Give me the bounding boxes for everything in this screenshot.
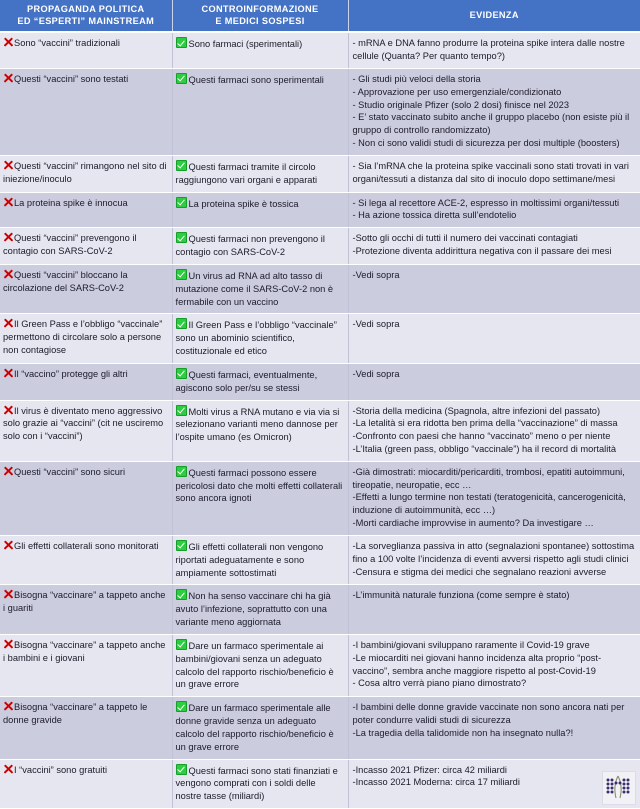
claim-text: Questi “vaccini” prevengono il contagio con SARS-CoV-2 <box>3 233 137 257</box>
evidence-line: - Approvazione per uso emergenziale/condizionato <box>352 86 562 97</box>
counter-text: Molti virus a RNA mutano e via via si selezionano varianti meno dannose per l’ospite umano (es Omicron) <box>175 406 340 443</box>
evidence-line: -I bambini/giovani sviluppano raramente il Covid-19 grave <box>352 639 590 650</box>
table-row <box>0 314 640 363</box>
claim-text: Sono “vaccini” tradizionali <box>14 38 120 49</box>
green-check-icon <box>176 160 187 171</box>
counter-text: Questi farmaci sono stati finanziati e vengono comprati con i soldi delle nostre tasse (miliardi) <box>175 765 338 802</box>
evidence-line: -Protezione diventa addirittura negativa con il passare dei mesi <box>352 246 612 257</box>
claim-cell <box>0 155 172 192</box>
table-row <box>0 192 640 228</box>
table-row <box>0 759 640 808</box>
green-check-icon <box>176 466 187 477</box>
claim-cell <box>0 535 172 584</box>
counter-cell <box>172 155 348 192</box>
evidence-cell <box>348 461 640 535</box>
evidence-line: -Incasso 2021 Moderna: circa 17 miliardi <box>352 777 520 788</box>
evidence-cell <box>348 155 640 192</box>
red-x-icon <box>3 589 13 599</box>
evidence-line: - Gli studi più veloci della storia <box>352 73 481 84</box>
table-row <box>0 697 640 759</box>
red-x-icon <box>3 232 13 242</box>
evidence-line: -L’Italia (green pass, obbligo “vaccinale”) ha il record di mortalità <box>352 443 617 454</box>
table-row <box>0 461 640 535</box>
claim-text: Questi “vaccini” rimangono nel sito di iniezione/inoculo <box>3 160 167 184</box>
counter-text: La proteina spike è tossica <box>188 198 299 209</box>
counter-cell <box>172 32 348 68</box>
evidence-line: -Incasso 2021 Pfizer: circa 42 miliardi <box>352 764 507 775</box>
red-x-icon <box>3 639 13 649</box>
green-check-icon <box>176 232 187 243</box>
evidence-cell <box>348 634 640 696</box>
evidence-cell <box>348 314 640 363</box>
evidence-line: - Si lega al recettore ACE-2, espresso in moltissimi organi/tessuti <box>352 197 620 208</box>
green-check-icon <box>176 269 187 280</box>
header-col-evidenza: EVIDENZA <box>348 0 640 32</box>
header-col-controinformazione-line1: CONTROINFORMAZIONE <box>201 4 319 14</box>
green-check-icon <box>176 73 187 84</box>
evidence-line: -L’immunità naturale funziona (come sempre è stato) <box>352 590 570 601</box>
evidence-cell <box>348 228 640 265</box>
evidence-line: - E’ stato vaccinato subito anche il gruppo placebo (non esiste più il gruppo di controllo randomizzato) <box>352 112 630 136</box>
evidence-line: -I bambini delle donne gravide vaccinate non sono ancora nati per poter condurre validi studi di sicurezza <box>352 702 625 726</box>
table-body <box>0 32 640 808</box>
counter-cell <box>172 759 348 808</box>
red-x-icon <box>3 540 13 550</box>
green-check-icon <box>176 764 187 775</box>
counter-cell <box>172 461 348 535</box>
evidence-cell <box>348 400 640 461</box>
evidence-line: -Sotto gli occhi di tutti il numero dei vaccinati contagiati <box>352 233 578 244</box>
evidence-line: -La letalità si era ridotta ben prima della “vaccinazione” di massa <box>352 418 618 429</box>
claim-text: Il Green Pass e l’obbligo “vaccinale” permettono di circolare solo a persone non contagiose <box>3 319 163 356</box>
evidence-line: - Non ci sono validi studi di sicurezza per dosi multiple (boosters) <box>352 138 620 149</box>
green-check-icon <box>176 318 187 329</box>
table-row <box>0 585 640 634</box>
evidence-line: -Effetti a lungo termine non testati (teratogenicità, cancerogenicità, induzione di autoimmunità, ecc …) <box>352 492 626 516</box>
evidence-line: - Ha azione tossica diretta sull’endotelio <box>352 210 517 221</box>
claim-text: Questi “vaccini” sono sicuri <box>14 466 126 477</box>
red-x-icon <box>3 466 13 476</box>
header-col-propaganda-line1: PROPAGANDA POLITICA <box>27 4 145 14</box>
claim-cell <box>0 461 172 535</box>
red-x-icon <box>3 764 13 774</box>
header-row <box>0 0 640 32</box>
table-header <box>0 0 640 32</box>
evidence-line: -Storia della medicina (Spagnola, altre infezioni del passato) <box>352 405 601 416</box>
counter-cell <box>172 363 348 400</box>
red-x-icon <box>3 405 13 415</box>
red-x-icon <box>3 37 13 47</box>
red-x-icon <box>3 368 13 378</box>
evidence-cell <box>348 697 640 759</box>
green-check-icon <box>176 368 187 379</box>
counter-text: Dare un farmaco sperimentale alle donne gravide senza un adeguato calcolo del rapporto rischio/beneficio è un grave errore <box>175 703 334 752</box>
counter-cell <box>172 228 348 265</box>
table-row <box>0 363 640 400</box>
counter-text: Il Green Pass e l’obbligo “vaccinale” sono un abominio scientifico, costituzionale ed etico <box>175 320 337 357</box>
red-x-icon <box>3 269 13 279</box>
evidence-cell <box>348 759 640 808</box>
claim-cell <box>0 192 172 228</box>
green-check-icon <box>176 197 187 208</box>
table-row <box>0 32 640 68</box>
table-row <box>0 535 640 584</box>
counter-cell <box>172 192 348 228</box>
evidence-line: -Vedi sopra <box>352 319 400 330</box>
counter-cell <box>172 585 348 634</box>
counter-cell <box>172 634 348 696</box>
table-row <box>0 634 640 696</box>
header-col-propaganda-line2: ED “ESPERTI” MAINSTREAM <box>17 16 155 27</box>
evidence-cell <box>348 192 640 228</box>
evidence-line: -Morti cardiache improvvise in aumento? Da investigare … <box>352 518 594 529</box>
claim-cell <box>0 228 172 265</box>
table-row <box>0 228 640 265</box>
claim-text: Bisogna “vaccinare” a tappeto le donne gravide <box>3 702 148 726</box>
evidence-line: -Confronto con paesi che hanno “vaccinato” meno o per niente <box>352 431 611 442</box>
table-row <box>0 264 640 313</box>
evidence-line: -La sorveglianza passiva in atto (segnalazioni spontanee) sottostima fino a 100 volte l’incidenza di eventi avversi rispetto agli studi clinici <box>352 540 635 564</box>
evidence-line: -Vedi sopra <box>352 368 400 379</box>
claim-text: Questi “vaccini” sono testati <box>14 73 129 84</box>
red-x-icon <box>3 197 13 207</box>
claim-cell <box>0 264 172 313</box>
evidence-line: -La tragedia della talidomide non ha insegnato nulla?! <box>352 727 574 738</box>
counter-text: Questi farmaci sono sperimentali <box>188 74 324 85</box>
claim-text: Questi “vaccini” bloccano la circolazione del SARS-CoV-2 <box>3 269 128 293</box>
claim-text: I “vaccini” sono gratuiti <box>14 764 108 775</box>
evidence-line: -Le miocarditi nei giovani hanno incidenza alta proprio “post-vaccino”, sembra anche maggiore rispetto al post-Covid-19 <box>352 652 602 676</box>
green-check-icon <box>176 405 187 416</box>
claim-text: Gli effetti collaterali sono monitorati <box>14 540 159 551</box>
header-col-controinformazione-line2: E MEDICI SOSPESI <box>215 16 305 27</box>
evidence-cell <box>348 32 640 68</box>
evidence-cell <box>348 535 640 584</box>
table-row <box>0 155 640 192</box>
evidence-line: -Vedi sopra <box>352 269 400 280</box>
claim-cell <box>0 32 172 68</box>
claim-cell <box>0 634 172 696</box>
counter-cell <box>172 314 348 363</box>
green-check-icon <box>176 37 187 48</box>
claim-text: Il “vaccino” protegge gli altri <box>14 368 128 379</box>
counter-cell <box>172 68 348 155</box>
counter-text: Questi farmaci tramite il circolo raggiungono vari organi e apparati <box>175 161 318 185</box>
claim-text: Bisogna “vaccinare” a tappeto anche i guariti <box>3 590 166 614</box>
counter-cell <box>172 535 348 584</box>
red-x-icon <box>3 160 13 170</box>
claim-text: Il virus è diventato meno aggressivo solo grazie ai “vaccini” (cit ne usciremo solo con i “vaccini”) <box>3 405 164 442</box>
table-row <box>0 68 640 155</box>
evidence-line: -Censura e stigma dei medici che segnalano reazioni avverse <box>352 566 607 577</box>
evidence-cell <box>348 68 640 155</box>
claim-cell <box>0 68 172 155</box>
claim-text: Bisogna “vaccinare” a tappeto anche i bambini e i giovani <box>3 639 166 663</box>
green-check-icon <box>176 701 187 712</box>
header-col-propaganda <box>0 0 172 32</box>
evidence-line: - Studio originale Pfizer (solo 2 dosi) finisce nel 2023 <box>352 99 570 110</box>
evidence-cell <box>348 363 640 400</box>
table-row <box>0 400 640 461</box>
evidence-line: - mRNA e DNA fanno produrre la proteina spike intera dalle nostre cellule (Quanta? Per quanto tempo?) <box>352 38 625 62</box>
claim-cell <box>0 585 172 634</box>
red-x-icon <box>3 701 13 711</box>
counter-cell <box>172 264 348 313</box>
evidence-cell <box>348 264 640 313</box>
counter-text: Un virus ad RNA ad alto tasso di mutazione come il SARS-CoV-2 non è fermabile con un vaccino <box>175 270 334 307</box>
claim-cell <box>0 697 172 759</box>
counter-cell <box>172 697 348 759</box>
counter-text: Gli effetti collaterali non vengono riportati adeguatamente e sono ampiamente sottostimati <box>175 541 324 578</box>
counter-text: Questi farmaci non prevengono il contagio con SARS-CoV-2 <box>175 234 325 258</box>
counter-text: Dare un farmaco sperimentale ai bambini/giovani senza un adeguato calcolo del rapporto rischio/beneficio è un grave errore <box>175 640 334 690</box>
green-check-icon <box>176 639 187 650</box>
green-check-icon <box>176 589 187 600</box>
red-x-icon <box>3 318 13 328</box>
evidence-line: - Cosa altro verrà piano piano dimostrato? <box>352 678 527 689</box>
claim-text: La proteina spike è innocua <box>14 197 128 208</box>
green-check-icon <box>176 540 187 551</box>
claim-cell <box>0 759 172 808</box>
claim-cell <box>0 400 172 461</box>
claim-cell <box>0 363 172 400</box>
counter-text: Sono farmaci (sperimentali) <box>188 39 303 50</box>
claim-cell <box>0 314 172 363</box>
butterfly-logo-icon <box>602 771 636 805</box>
counter-cell <box>172 400 348 461</box>
evidence-line: -Già dimostrati: miocarditi/pericarditi, trombosi, epatiti autoimmuni, tireopatie, neuropatie, ecc … <box>352 466 625 490</box>
red-x-icon <box>3 73 13 83</box>
counter-text: Non ha senso vaccinare chi ha già avuto l’infezione, soprattutto con una variante meno aggiornata <box>175 591 331 628</box>
counter-text: Questi farmaci, eventualmente, agiscono solo per/su se stessi <box>175 369 318 393</box>
evidence-cell <box>348 585 640 634</box>
header-col-controinformazione <box>172 0 348 32</box>
evidence-line: - Sia l’mRNA che la proteina spike vaccinali sono stati trovati in vari organi/tessuti a distanza dal sito di inoculo dopo settimane/mesi <box>352 160 629 184</box>
counter-text: Questi farmaci possono essere pericolosi dato che molti effetti collaterali sono ancora ignoti <box>175 467 343 504</box>
